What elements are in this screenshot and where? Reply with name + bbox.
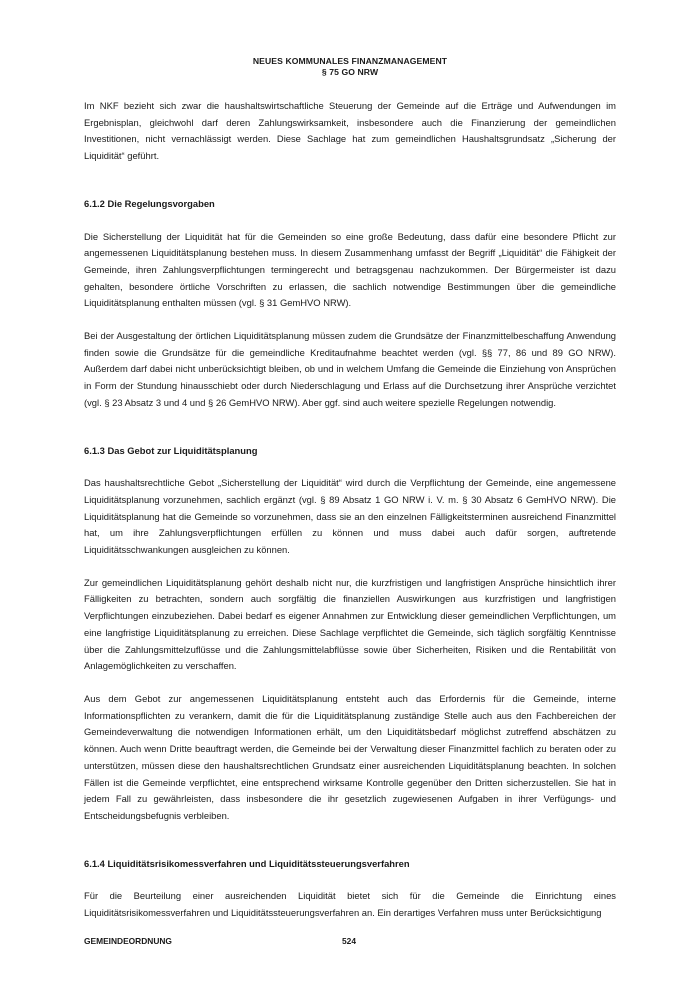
paragraph: Das haushaltsrechtliche Gebot „Sicherstellung der Liquidität“ wird durch die Verpflichtung der Gemeinde, eine angemessene Liquiditätsplanung vorzunehmen, sachlich ergänzt (vgl. § 89 Absatz 1 GO NRW i. V. m. § 30 Absatz 6 GemHVO NRW). Die Liquiditätsplanung hat die Gemeinde so vorzunehmen, dass sie an den einzelnen Fälligkeitsterminen ausreichend Finanzmittel hat, um ihre Zahlungsverpflichtungen erfüllen zu können und muss dabei auch dafür sorgen, auftretende Liquiditätsschwankungen ausgleichen zu können. bbox=[84, 477, 616, 556]
header-section-ref: § 75 GO NRW bbox=[321, 67, 379, 77]
page-header bbox=[0, 56, 700, 78]
paragraph: Bei der Ausgestaltung der örtlichen Liquiditätsplanung müssen zudem die Grundsätze der Finanzmittelbeschaffung Anwendung finden sowie die Grundsätze für die gemeindliche Kreditaufnahme beachtet werden (vgl. §§ 77, 86 und 89 GO NRW). Außerdem darf dabei nicht unberücksichtigt bleiben, ob und in welchem Umfang die Gemeinde die Einziehung von Ansprüchen in Form der Stundung hinausschiebt oder durch Niederschlagung und Erlass auf die Durchsetzung ihrer Ansprüche verzichtet (vgl. § 23 Absatz 3 und 4 und § 26 GemHVO NRW). Aber ggf. sind auch weitere spezielle Regelungen notwendig. bbox=[84, 330, 616, 408]
section-heading: 6.1.4 Liquiditätsrisikomessverfahren und Liquiditätssteuerungsverfahren bbox=[84, 857, 410, 869]
header-title: NEUES KOMMUNALES FINANZMANAGEMENT bbox=[252, 56, 448, 66]
page-content bbox=[84, 98, 616, 922]
page-number: 524 bbox=[342, 936, 356, 946]
paragraph: Die Sicherstellung der Liquidität hat für die Gemeinden so eine große Bedeutung, dass dafür eine besondere Pflicht zur angemessenen Liquiditätsplanung bestehen muss. In diesem Zusammenhang umfasst der Begriff „Liquidität“ die Fähigkeit der Gemeinde, ihren Zahlungsverpflichtungen termingerecht und betragsgenau nachzukommen. Der Bürgermeister ist dazu gehalten, besondere örtliche Vorschriften zu erlassen, die sachlich notwendige Bestimmungen über die gemeindliche Liquiditätsplanung enthalten müssen (vgl. § 31 GemHVO NRW). bbox=[84, 230, 616, 309]
footer-document-title: GEMEINDEORDNUNG bbox=[84, 936, 172, 946]
paragraph: Aus dem Gebot zur angemessenen Liquiditätsplanung entsteht auch das Erfordernis für die Gemeinde, interne Informationspflichten zu verankern, damit die für die Liquiditätsplanung zuständige Stelle auch aus den Fachbereichen der Gemeindeverwaltung die notwendigen Informationen erhält, um den Liquiditätsbedarf möglichst zutreffend abschätzen zu können. Auch wenn Dritte beauftragt werden, die Gemeinde bei der Verwaltung dieser Finanzmittel fachlich zu beraten oder zu unterstützen, müssen diese den haushaltsrechtlichen Grundsatz einer ausreichenden Liquiditätsplanung beachten. In solchen Fällen ist die Gemeinde verpflichtet, eine entsprechend wirksame Kontrolle gegenüber den Dritten sicherzustellen. Sie hat in jedem Fall zu gewährleisten, dass insbesondere die ihr gesetzlich zugewiesenen Aufgaben in ihrer Verfügungs- und Entscheidungsbefugnis verbleiben. bbox=[84, 692, 616, 821]
section-heading: 6.1.3 Das Gebot zur Liquiditätsplanung bbox=[84, 444, 258, 456]
paragraph: Zur gemeindlichen Liquiditätsplanung gehört deshalb nicht nur, die kurzfristigen und langfristigen Ansprüche hinsichtlich ihrer Fälligkeiten zu betrachten, sondern auch sorgfältig die finanziellen Auswirkungen aus kurzfristigen und langfristigen Verpflichtungen einzubeziehen. Dabei bedarf es eigener Annahmen zur Entwicklung dieser gemeindlichen Verpflichtungen, um eine langfristige Liquiditätsplanung zu erreichen. Diese Sachlage verpflichtet die Gemeinde, sich täglich sorgfältig Kenntnisse über die Zahlungsmittelzuflüsse und die Zahlungsmittelabflüsse sowie über Sicherheiten, Risiken und die Rentabilität von Anlagemöglichkeiten zu verschaffen. bbox=[84, 576, 616, 672]
paragraph: Für die Beurteilung einer ausreichenden Liquidität bietet sich für die Gemeinde die Einrichtung eines Liquiditätsrisikomessverfahren und Liquiditätssteuerungsverfahren an. Ein derartiges Verfahren muss unter Berücksichtigung bbox=[84, 890, 616, 919]
section-heading: 6.1.2 Die Regelungsvorgaben bbox=[84, 197, 215, 209]
intro-paragraph: Im NKF bezieht sich zwar die haushaltswirtschaftliche Steuerung der Gemeinde auf die Erträge und Aufwendungen im Ergebnisplan, gleichwohl darf deren Zahlungswirksamkeit, insbesondere auch die Finanzierung der gemeindlichen Investitionen, nicht vernachlässigt werden. Diese Sachlage hat zum gemeindlichen Haushaltsgrundsatz „Sicherung der Liquidität“ geführt. bbox=[84, 100, 616, 162]
